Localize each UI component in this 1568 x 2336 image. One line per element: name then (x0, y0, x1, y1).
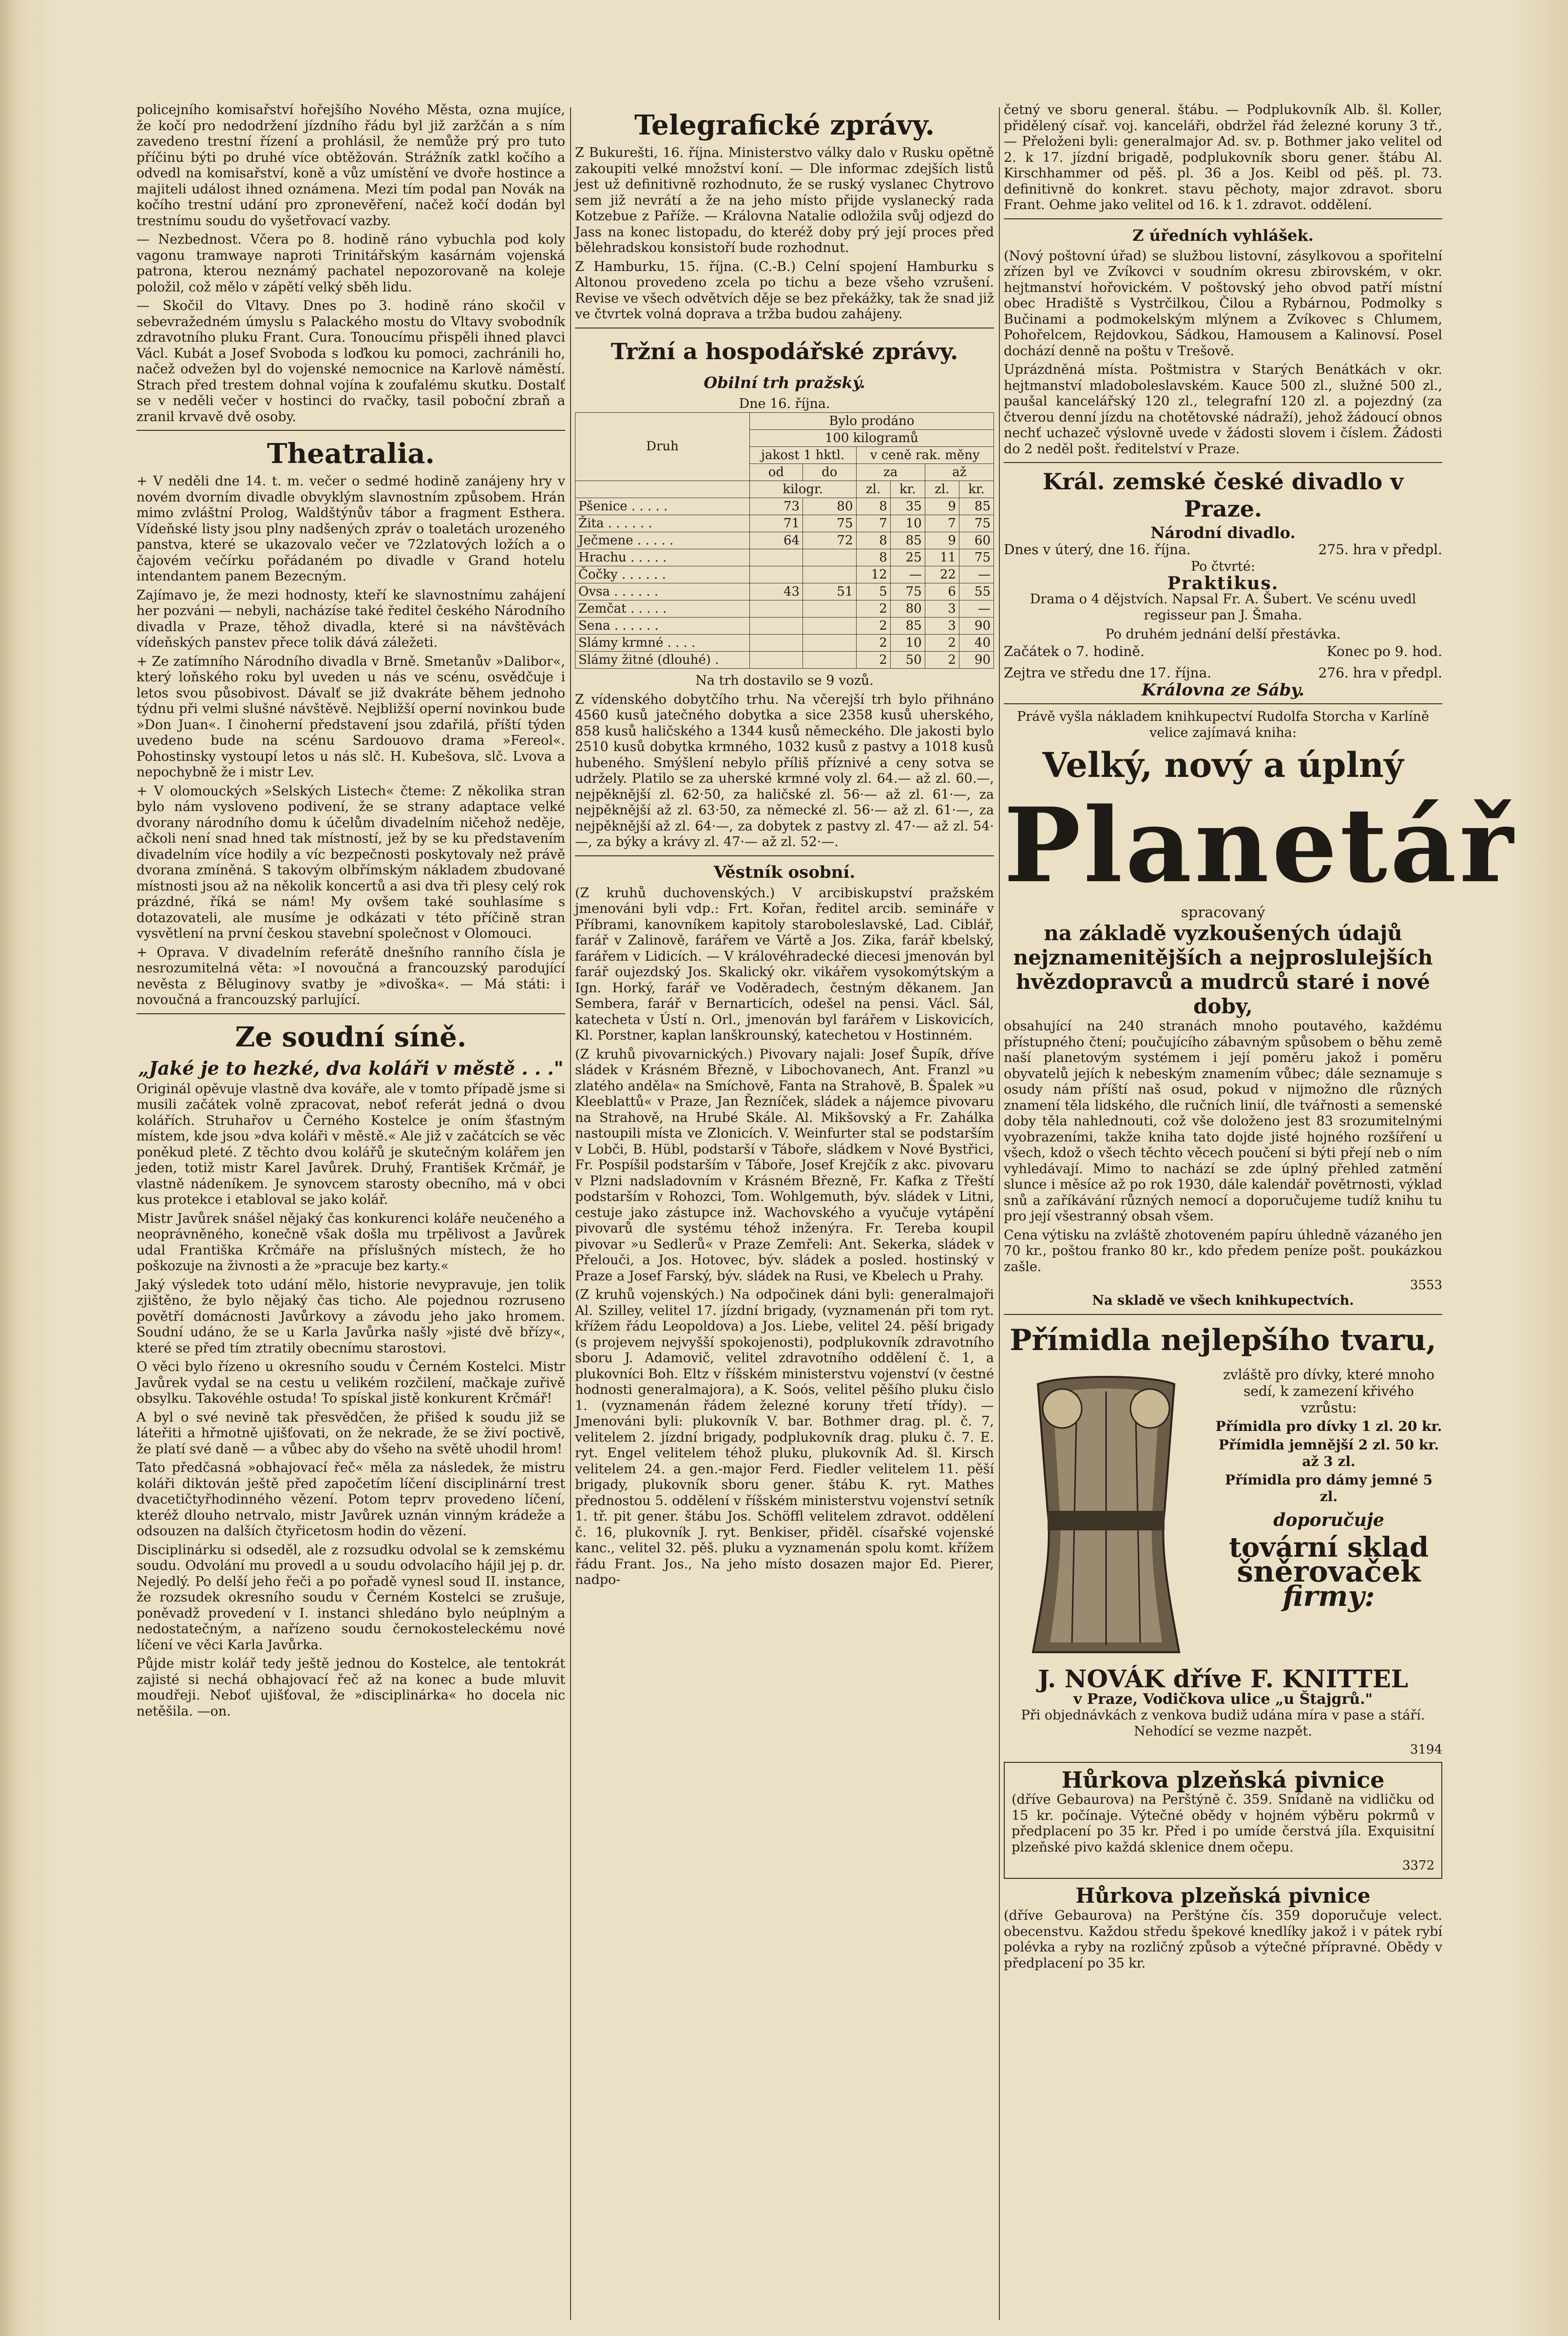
theatre-subheading: Národní divadlo. (1150, 523, 1296, 542)
table-head-kilogr: kilogr. (749, 481, 856, 498)
vestnik-paragraph: četný ve sboru general. štábu. — Podplukovník Alb. šl. Koller, přidělený císař. voj. kanceláři, obdržel řád železné koruny 3 tř., — Přeloženi byli: generalmajor Ad. sv. p. Bothmer jako velitel od 2. k 17. jízdní brigadě, podplukovník sboru gener. štábu Al. Kirschhammer od pěš. pl. 36 a Jos. Keibl od pěš. pl. 73. definitivně do konkret. stavu pěchoty, major zdravot. sboru Frant. Oehme jako velitel od 16. k 1. zdravot. oddělení. (1004, 102, 1442, 212)
table-cell-zl1: 8 (856, 498, 890, 515)
table-cell-kr1: 85 (890, 617, 925, 634)
table-cell-do: 80 (803, 498, 856, 515)
table-cell-zl1: 2 (856, 617, 890, 634)
divider (136, 1013, 565, 1014)
theatre-desc: Po druhém jednání delší přestávka. (1105, 627, 1341, 642)
court-paragraph: Originál opěvuje vlastně dva kováře, ale v tomto případě jsme si musili začátek volně zpracovat, neboť referát jedná o dvou kolářích. Struhařov u Černého Kostelce je oním šťastným místem, kde jsou »dva koláři v městě.« Ale již v začátcích se věc poněkud pleté. Z těchto dvou kolářů je skutečným kolářem jen jeden, totiž mistr Karel Javůrek. Druhý, František Krčmář, je vlastně nádeníkem. Je synovcem starosty obecního, má v obci kus protekce i etabloval se jako kolář. (136, 1081, 565, 1207)
ad-sklad-line: tovární sklad (1228, 1531, 1429, 1564)
ad-sklad: Na skladě ve všech knihkupectvích. (1092, 1293, 1354, 1308)
table-cell-kr1: — (890, 566, 925, 583)
column-rule (570, 107, 571, 2320)
court-heading: Ze soudní síně. (235, 1021, 467, 1053)
table-cell-od: 43 (749, 583, 803, 600)
court-paragraph: Jaký výsledek toto udání mělo, historie nevypravuje, jen tolik zjištěno, že bylo nějaký čas ticho. Ale pojednou rozruseno povětří domácnosti Javůrkovy a závodu jeho jako hromem. Soudní udáno, že se u Karla Javůrka našly »jisté dvě břízy«, které se před tím ztratily obecnímu starostovi. (136, 1277, 565, 1356)
table-head-kr: kr. (890, 481, 925, 498)
theatralia-paragraph: + V neděli dne 14. t. m. večer o sedmé hodině zanájeny hry v novém dvorním divadle obvyklým slavnostním způsobem. Hrán mimo zvláštní Prolog, Waldštýnův tábor a fragment Esthera. Vídeňské listy jsou plny nadšených zpráv o toaletách urozeného panstva, které se ukazovalo večer ve 72zlatových ložích a o čajovém večírku pořádaném po divadle v Grand hotelu intendantem panem Bezecným. (136, 474, 565, 584)
ad-sklad-line: šněrovaček (1237, 1555, 1421, 1589)
table-cell-kr1: 10 (890, 634, 925, 651)
theatre-date: Dnes v úterý, dne 16. října. (1004, 541, 1191, 558)
table-cell-name: Pšenice . . . . . (575, 498, 750, 515)
table-head-kr: kr. (959, 481, 994, 498)
theatre-heading: Král. zemské české divadlo v Praze. (1042, 468, 1404, 522)
table-head-blank (575, 481, 750, 498)
theatre-play-title: Královna ze Sáby. (1141, 680, 1305, 700)
table-cell-zl2: 3 (925, 600, 959, 617)
table-cell-name: Slámy žitné (dlouhé) . (575, 651, 750, 668)
theatre-play-title: Praktikus. (1167, 573, 1279, 594)
table-head-druh: Druh (575, 412, 750, 481)
column-rule (999, 107, 1000, 2320)
theatralia-paragraph: + Oprava. V divadelním referátě dnešního ranního čísla je nesrozumitelná věta: »I novoučná a francouzský parodující nevěsta z Běluginovy svatby je »divoška«. — Má státi: i novoučná a francouzský parlující. (136, 945, 565, 1007)
theatralia-paragraph: + Ze zatímního Národního divadla v Brně. Smetanův »Dalibor«, který loňského roku byl uveden u nás ve scénu, osvědčuje i letos svou působivost. Dávalť se již dvakráte během jednoho týdnu při velmi slušné návštěvě. Nejbližší operní novinkou bude »Don Juan«. I činoherní představení jsou zdařilá, příští týden uvedeno bude na scénu Sardouovo drama »Fereol«. Pohostinsky vystoupí letos u nás slč. H. Kubešova, slč. Lvova a nepochybně že i mistr Lev. (136, 654, 565, 780)
divider (1004, 1314, 1442, 1315)
table-cell-name: Zemčat . . . . . (575, 600, 750, 617)
urad-section (1004, 249, 1442, 458)
ad-doporucuje: doporučuje (1273, 1510, 1384, 1530)
table-cell-zl1: 12 (856, 566, 890, 583)
theatre-desc: Drama o 4 dějstvích. Napsal Fr. A. Šubert. Ve scénu uvedl regisseur pan J. Šmaha. (1030, 592, 1416, 623)
vestnik-section (575, 886, 994, 1588)
table-cell-zl1: 2 (856, 600, 890, 617)
table-cell-zl2: 7 (925, 515, 959, 532)
table-cell-zl1: 5 (856, 583, 890, 600)
telegraph-section (575, 145, 994, 323)
table-cell-kr1: 50 (890, 651, 925, 668)
theatre-subscription: 276. hra v předpl. (1318, 665, 1442, 681)
table-cell-kr1: 10 (890, 515, 925, 532)
table-cell-name: Čočky . . . . . . (575, 566, 750, 583)
ad-number: 3194 (1410, 1742, 1442, 1757)
table-cell-do (803, 566, 856, 583)
news-paragraph: — Skočil do Vltavy. Dnes po 3. hodině ráno skočil v sebevražedném úmyslu s Palackého mostu do Vltavy svobodník zdravotního pluku Frant. Cura. Tonoucímu přispěli ihned plavci Václ. Kubát a Josef Svoboda s loďkou ku pomoci, zachránili ho, načež odvežen byl do vojenské nemocnice na Karlově náměstí. Strach před trestem dohnal vojína k zoufalému skutku. Dostalť se v neděli večer v hostinci do rvačky, tasil poboční zbraň a zranil krvavě dvě osoby. (136, 298, 565, 425)
ad-pivnice-title: Hůrkova plzeňská pivnice (1075, 1884, 1371, 1908)
ad-address: v Praze, Vodičkova ulice „u Štajgrů." (1073, 1691, 1373, 1708)
table-row (575, 515, 994, 532)
theatre-row (1004, 541, 1442, 559)
table-cell-od (749, 651, 803, 668)
table-head-jakost: jakost 1 hktl. (749, 446, 856, 463)
table-cell-name: Hrachu . . . . . (575, 549, 750, 566)
ad-novak: J. NOVÁK dříve F. KNITTEL (1038, 1664, 1408, 1693)
table-cell-name: Sena . . . . . . (575, 617, 750, 634)
table-cell-zl2: 11 (925, 549, 959, 566)
ad-corset-line: Přímidla pro dívky 1 zl. 20 kr. (1215, 1418, 1442, 1434)
telegraph-heading: Telegrafické zprávy. (634, 109, 935, 141)
table-cell-zl2: 2 (925, 634, 959, 651)
ad-title-line: Velký, nový a úplný (1042, 745, 1404, 785)
table-row (575, 566, 994, 583)
court-subheading: „Jaké je to hezké, dva koláři v městě . . ." (138, 1057, 564, 1079)
vestnik-paragraph: (Z kruhů duchovenských.) V arcibiskupství pražském jmenováni byli vdp.: Frt. Kořan, ředitel arcib. semináře v Příbrami, kanovníkem kapitoly staroboleslavské, Lad. Ciblář, farář v Zalinově, farářem ve Vártě a Jos. Zika, farář kbelský, farářem v Lidicích. — V královéhradecké diecesi jmenován byl farář oujezdský Jos. Skalický okr. vikářem vysokomýtským a Ign. Horký, farář ve Voděradech, čestným děkanem. Jan Sembera, farář v Bernarticích, odešel na pensi. Václ. Sál, katecheta v Ústí n. Orl., jmenován byl farářem v Liskovicích, Kl. Porstner, kaplan lanškrounský, katechetou v Hostinném. (575, 885, 994, 1043)
column-middle (575, 102, 994, 1591)
ad-corsets (1004, 1320, 1442, 1757)
table-cell-do (803, 600, 856, 617)
ad-pivnice-text: (dříve Gebaurova) na Perštýne čís. 359 doporučuje velect. obecenstvu. Každou středu špekové knedlíky jakož i v pátek rybí polévka a ryby na rozličný způsob a výtečné přípravné. Obědy v předplacení po 35 kr. (1004, 1908, 1442, 1971)
divider (1004, 462, 1442, 463)
divider (575, 855, 994, 856)
table-cell-zl1: 7 (856, 515, 890, 532)
cattle-market (575, 692, 994, 850)
theatre-subscription: 275. hra v předpl. (1318, 541, 1442, 558)
ad-pivnice-2 (1004, 1884, 1442, 1971)
court-paragraph: A byl o své nevině tak přesvědčen, že přišed k soudu již se láteřiti a hřmotně ujišťovati, on že nekrade, že se živí poctivě, že platí své daně — a vůbec aby do všeho na světě uhodil hrom! (136, 1409, 565, 1457)
table-head-zl: zl. (856, 481, 890, 498)
divider (136, 430, 565, 431)
table-cell-kr2: 85 (959, 498, 994, 515)
column-left (136, 102, 565, 1722)
table-cell-kr2: — (959, 566, 994, 583)
ad-corset-line: Přímidla jemnější 2 zl. 50 kr. až 3 zl. (1218, 1437, 1439, 1469)
table-cell-kr1: 80 (890, 600, 925, 617)
table-cell-do: 72 (803, 532, 856, 549)
urad-heading: Z úředních vyhlášek. (1132, 226, 1314, 245)
table-cell-zl2: 22 (925, 566, 959, 583)
ad-intro: Právě vyšla nákladem knihkupectví Rudolfa Storcha v Karlíně velice zajímavá kniha: (1017, 709, 1429, 740)
table-cell-kr1: 35 (890, 498, 925, 515)
theatralia-paragraph: Zajímavo je, že mezi hodnosty, kteří ke slavnostnímu zahájení her pozváni — nebyli, nacházíse také ředitel českého Národního divadla v Praze, těhož divadla, které si na návštěvách vídeňských panstev přece tolik dává záležeti. (136, 587, 565, 650)
table-cell-kr2: 75 (959, 515, 994, 532)
table-cell-name: Slámy krmné . . . . (575, 634, 750, 651)
theatralia-heading: Theatralia. (267, 438, 435, 470)
table-cell-kr1: 75 (890, 583, 925, 600)
table-cell-kr2: 40 (959, 634, 994, 651)
table-row (575, 498, 994, 515)
table-row (575, 600, 994, 617)
local-news (136, 102, 565, 425)
news-paragraph: policejního komisařství hořejšího Nového Města, ozna mujíce, že kočí pro nedodržení jízdního řádu byl již zaržčán a s ním zavedeno trestní řízení a prohlásil, že nemůže prý pro tuto příčinu býti po druhé více obtěžován. Strážník zatkl kočího a odvedl na komisařství, koně a vůz umístění ve dvoře hostince a majiteli událost ihned oznámena. Mezi tím podal pan Novák na kočího trestní udání pro zpronevěření, načež kočí dodán byl trestnímu soudu do vyšetřovací vazby. (136, 102, 565, 229)
ad-price: Cena výtisku na zvláště zhotoveném papíru úhledně vázaného jen 70 kr., poštou franko 80 kr., kdo předem peníze pošt. poukázkou zašle. (1004, 1227, 1443, 1274)
ad-pivnice-title: Hůrkova plzeňská pivnice (1061, 1767, 1385, 1793)
ad-pivnice-text: (dříve Gebaurova) na Perštýně č. 359. Snídaně na vidličku od 15 kr. počínaje. Výtečné obědy v hojném výběru pokrmů v předplacení po 35 kr. Před i po umíde čerstvá jíla. Exquisitní plzeňské pivo každá sklenice dnem očepu. (1012, 1792, 1434, 1855)
table-cell-od: 71 (749, 515, 803, 532)
court-section (136, 1081, 565, 1720)
table-cell-od (749, 566, 803, 583)
table-head-zl: zl. (925, 481, 959, 498)
table-head-cene: v ceně rak. měny (856, 446, 994, 463)
court-paragraph: Mistr Javůrek snášel nějaký čas konkurenci koláře neučeného a neoprávněného, konečně však došla mu trpělivost a Javůrek udal Františka Krčmáře na příslušných místech, že ho poškozuje na živnosti a že »pracuje bez karty.« (136, 1211, 565, 1274)
theatre-program (1004, 468, 1442, 698)
ad-body: obsahující na 240 stranách mnoho poutavého, každému přístupného čtení; poučujícího zábavným spůsobem o běhu země naší planetovým systémem i její poměru jakož i poměru obyvatelů jejích k nebeským znamením vůbec; dále seznamuje s osudy nám příští naš osud, pokud v nijmožno dle různých znamení těla lidského, dle ručních linií, dle tvářnosti a semenské doby těla nahlednouti, což vše doloženo jest 83 srozumitelnými vyobrazeními, takže kniha tato dojde jisté hojného rozšíření u všech, kdož o všech těchto věcech poučení si býti přejí neb o ním vyhledávají. Mimo to nachází se zde úplný přehled zatmění slunce i měsíce až po rok 1930, dále kalendář povětrnosti, výklad snů a zaříkávání různých nemocí a doporučujeme tudíž knihu tu pro její všestranný obsah všem. (1004, 1019, 1442, 1224)
ad-corset-line: zvláště pro dívky, které mnoho sedí, k zamezení křivého vzrůstu: (1223, 1367, 1434, 1416)
ad-planetar-title: Planetář (1004, 785, 1516, 906)
table-cell-do: 51 (803, 583, 856, 600)
table-head-za: za (856, 463, 925, 481)
telegraph-paragraph: Z Bukurešti, 16. října. Ministerstvo války dalo v Rusku opětně zakoupiti velké množství koní. — Dle informac zdejších listů jest už definitivně rozhodnuto, že se ruský vyslanec Chytrovo sem již nevrátí a že na jeho místo přijde vyslanecký rada Kotzebue z Paříže. — Královna Natalie odložila svůj odjezd do Jass na konec listopadu, do kteréž doby prý její proces před bělehradskou konsistoří bude rozhodnut. (575, 145, 994, 255)
theatralia-paragraph: + V olomouckých »Selských Listech« čteme: Z několika stran bylo nám vysloveno podivení, že se strany adaptace velké dvorany národního domu k účelům divadelním ničehož neděje, ačkoli není snad hned tak místností, jež by se ku představením divadelním více hodily a víc bezpečnosti poskytovaly než právě dvorana zmíněná. S takovým olbřímským nákladem zbudované místnosti jsou až na několik koncertů a asi dva tři plesy celý rok prázdné, říká se nám! My ovšem také souhlasíme s dotazovateli, ale musíme je odkázati v této příčině stran vysvětlení na první českou stavební společnost v Olomouci. (136, 783, 565, 941)
table-head-az: až (925, 463, 994, 481)
market-note: Na trh dostavilo se 9 vozů. (695, 673, 874, 688)
theatre-row (1004, 664, 1442, 682)
table-cell-zl2: 6 (925, 583, 959, 600)
table-cell-od: 73 (749, 498, 803, 515)
table-cell-zl2: 2 (925, 651, 959, 668)
table-cell-zl2: 9 (925, 498, 959, 515)
vestnik-paragraph: (Z kruhů pivovarnických.) Pivovary najali: Josef Šupík, dříve sládek v Krásném Březně, v Libochovanech, Ant. Franzl »u zlatého anděla« na Smíchově, Fanta na Strahově, B. Špalek »u Kleeblattů« v Praze, Jan Řezníček, sládek a nájemce pivovaru na Strahově, na Hrubé Skále. Al. Mikšovský a Fr. Zahálka nastoupili místa ve Zlonicích. V. Weinfurter stal se podstarším v Lobči, B. Hübl, podstarší v Táboře, sládkem v Nové Bystřici, Fr. Pospíšil podstarším v Táboře, Josef Krejčík z akc. pivovaru v Plzni nadsladovním v Krásném Březně, Fr. Kafka z Třeští podstarším v Rohozci, Tom. Wohlgemuth, býv. sládek v Litni, cestuje jako zástupce inž. Wachovského a vyučuje vytápění pivovarů dle systému téhož inženýra. Fr. Tereba koupil pivovar »u Sedlerů« v Praze Zemřeli: Ant. Sekerka, sládek v Přelouči, a Jos. Hotovec, býv. sládek a posled. hostinský v Praze a Josef Farský, býv. sládek na Rusi, ve Kbelech u Prahy. (575, 1046, 994, 1284)
ad-corset-line: Přímidla pro dámy jemné 5 zl. (1225, 1472, 1433, 1505)
ad-note: Při objednávkách z venkova budiž udána míra v pase a stáří. Nehodící se vezme nazpět. (1021, 1708, 1425, 1739)
vestnik-continued (1004, 102, 1442, 213)
table-row (575, 651, 994, 668)
table-cell-od (749, 600, 803, 617)
table-cell-zl2: 3 (925, 617, 959, 634)
theatre-start: Začátek o 7. hodině. (1004, 643, 1145, 659)
table-cell-do (803, 549, 856, 566)
ad-corset-text (1215, 1365, 1442, 1667)
table-cell-zl2: 9 (925, 532, 959, 549)
ad-firmy: firmy: (1282, 1580, 1375, 1613)
theatre-date: Zejtra ve středu dne 17. října. (1004, 665, 1212, 681)
theatre-end: Konec po 9. hod. (1326, 643, 1442, 659)
table-cell-kr1: 85 (890, 532, 925, 549)
table-cell-do: 75 (803, 515, 856, 532)
table-row (575, 583, 994, 600)
telegraph-paragraph: Z Hamburku, 15. října. (C.-B.) Celní spojení Hamburku s Altonou provedeno zcela po tichu a beze všeho vzrušení. Revise ve všech odvětvích děje se bez překážky, tak že snad již ve čtvrtek volná doprava a tržba budou zahájeny. (575, 259, 994, 322)
table-cell-zl1: 8 (856, 532, 890, 549)
market-heading: Tržní a hospodářské zprávy. (611, 338, 958, 365)
table-cell-kr2: 90 (959, 651, 994, 668)
table-head-bylo: Bylo prodáno (749, 412, 994, 429)
ad-number: 3553 (1410, 1278, 1442, 1293)
vestnik-heading: Věstník osobní. (713, 862, 856, 882)
vestnik-paragraph: (Z kruhů vojenských.) Na odpočinek dáni byli: generalmajoři Al. Szilley, velitel 17. jízdní brigady, (vyznamenán při tom ryt. křížem řádu Leopoldova) a Jos. Liebe, velitel 24. pěší brigady (s projevem nejvyšší spokojenosti), podplukovník zdravotního sboru J. Adamovič, velitel zdravotního oddělení č. 1, a plukovníci Boh. Eltz v říšském ministerstvu vojenství (v čestné hodnosti generalmajora), a K. Soós, velitel pěšího pluku čislo 1. (vyznamenán řádem železné koruny třetí třídy). — Jmenováni byli: plukovník V. bar. Bothmer drag. pl. č. 7, velitelem 2. jízdní brigady, podplukovník drag. pluku č. 7. E. ryt. Engel velitelem téhož pluku, plukovník Ad. šl. Kirsch velitelem 24. a gen.-major Ferd. Fiedler velitelem 11. pěší brigady, plukovník sboru gener. štábu K. ryt. Mathes přednostou 5. oddělení v říšském ministerstvu vojenství setník 1. tř. pit gener. štábu Jos. Schöffl velitelem zdravot. oddělení č. 16, plukovník J. ryt. Benkiser, přiděl. císařské vojenské kanc., velitel 32. pěš. pluku a vyznamenán spolu komt. křížem řádu Frant. Jos., Na jeho místo dosazen major Ed. Pierer, nadpo- (575, 1287, 994, 1587)
theatre-row (1004, 643, 1442, 660)
table-cell-name: Ječmene . . . . . (575, 532, 750, 549)
table-cell-do (803, 634, 856, 651)
table-cell-od (749, 549, 803, 566)
table-cell-kr2: 90 (959, 617, 994, 634)
table-cell-zl1: 2 (856, 634, 890, 651)
table-cell-kr2: — (959, 600, 994, 617)
table-cell-do (803, 617, 856, 634)
table-cell-name: Žita . . . . . . (575, 515, 750, 532)
court-paragraph: Půjde mistr kolář tedy ještě jednou do Kostelce, ale tentokrát zajisté si nechá obhajovací řeč až na konec a bude mluvit moudřeji. Neboť ujišťoval, že »disciplinárka« ho docela nic netěšila. —on. (136, 1656, 565, 1719)
table-cell-kr2: 60 (959, 532, 994, 549)
table-cell-od: 64 (749, 532, 803, 549)
corset-illustration-icon (1004, 1365, 1208, 1667)
table-cell-zl1: 2 (856, 651, 890, 668)
theatre-ctvrte: Po čtvrté: (1191, 559, 1255, 574)
divider (1004, 703, 1442, 704)
column-right (1004, 102, 1516, 1974)
news-paragraph: — Nezbednost. Včera po 8. hodině ráno vybuchla pod koly vagonu tramwaye naproti Trinitářským kasárnám vojenská patrona, kterou neznámý pachatel nepozorovaně na koleje položil, což mělo v zápětí velký sběh lidu. (136, 232, 565, 295)
ad-corset-title: Přímidla nejlepšího tvaru, (1010, 1323, 1436, 1357)
grain-price-table (575, 412, 994, 669)
table-head-do: do (803, 463, 856, 481)
table-cell-zl1: 8 (856, 549, 890, 566)
ad-planetar (1004, 709, 1516, 1309)
theatralia-section (136, 474, 565, 1008)
table-cell-name: Ovsa . . . . . . (575, 583, 750, 600)
table-cell-kr2: 75 (959, 549, 994, 566)
table-row (575, 532, 994, 549)
table-cell-od (749, 634, 803, 651)
ad-spracovany: spracovaný (1181, 904, 1265, 921)
table-row (575, 549, 994, 566)
court-paragraph: O věci bylo řízeno u okresního soudu v Černém Kostelci. Mistr Javůrek vydal se na cestu u velikém rozčilení, mačkaje zuřivě obsylku. Takovéhle ostuda! To spískal jistě konkurent Krčmář! (136, 1359, 565, 1406)
ad-number: 3372 (1402, 1858, 1434, 1873)
court-paragraph: Tato předčasná »obhajovací řeč« měla za následek, že mistru koláři diktován ještě před započetím líčení disciplinární trest dvacetičtyřhodinného vězení. Potom teprv provedeno líčení, kteréž dlouho netrvalo, mistr Javůrek uznán vinným krádeže a odsouzen na dalších čtyřicetosm hodin do vězení. (136, 1460, 565, 1539)
market-paragraph: Z vídenského dobytčího trhu. Na včerejší trh bylo přihnáno 4560 kusů jatečného dobytka a sice 2358 kusů uherského, 858 kusů haličského a 1344 kusů německého. Dle jakosti bylo 2510 kusů dobytka krmného, 1032 kusů z pastvy a 1018 kusů hubeného. Smýšlení nebylo příliš příznivé a ceny sotva se udržely. Platilo se za uherské krmné voly zl. 64.— až zl. 60.—, nejpěknější zl. 62·50, za haličské zl. 56·— až zl. 61·—, za nejpěknější až zl. 63·50, za německé zl. 56·— až zl. 61·—, za nejpěknější až zl. 64·—, za dobytek z pastvy zl. 47·— až zl. 54·—, za býky a krávy zl. 47·— až zl. 52·—. (575, 692, 994, 849)
court-paragraph: Disciplinárku si odseděl, ale z rozsudku odvolal se k zemskému soudu. Odvolání mu provedl a u soudu odvolacího hájil jej p. dr. Nejedlý. Po delší jeho řeči a po pořadě vynesl soud II. instance, že rozsudek okresního soudu v Černém Kostelci se zrušuje, poněvadž provedení v I. instanci shledáno bylo neúplným a nedostatečným, a nařízeno soudu černokosteleckému nové líčení ve věci Karla Javůrka. (136, 1542, 565, 1653)
table-head-od: od (749, 463, 803, 481)
table-cell-do (803, 651, 856, 668)
table-head-100kg: 100 kilogramů (749, 429, 994, 446)
divider (1004, 218, 1442, 219)
ad-corset-body (1004, 1365, 1442, 1667)
urad-paragraph: (Nový poštovní úřad) se službou listovní, zásylkovou a spořitelní zřízen byl ve Zvíkovci v soudním okresu zbirovském, v okr. hejtmanství hořovickém. V poštovský jeho obvod patří místní obec Hradiště s Vystrčilkou, Čilou a Rybárnou, Podmolky s Bučinami a podmokelským mlýnem a Zvíkovec s Chlumem, Pohořelcem, Rejdovkou, Sádkou, Hamousem a Kalinovsí. Posel dochází denně na poštu v Trešově. (1004, 248, 1442, 359)
table-row (575, 617, 994, 634)
market-date: Dne 16. října. (739, 396, 830, 411)
table-cell-od (749, 617, 803, 634)
ad-subtitle: na základě vyzkoušených údajů nejznamenitějších a nejproslulejších hvězdopravců a mudrců staré i nové doby, (1013, 921, 1433, 1018)
table-cell-kr2: 55 (959, 583, 994, 600)
market-subheading: Obilní trh pražský. (704, 373, 865, 392)
table-cell-kr1: 25 (890, 549, 925, 566)
ad-pivnice-1 (1004, 1762, 1442, 1879)
table-row (575, 634, 994, 651)
urad-paragraph: Uprázdněná místa. Poštmistra v Starých Benátkách v okr. hejtmanství mladoboleslavském. Kauce 500 zl., služné 500 zl., paušal kancelářský 120 zl., telegrafní 120 zl. a pojezdný (za čtverou denní jízdu na chotětovské nádraží), jehož žádoucí obnos nechť uchazeč výslovně uvede v žádosti slovem i číslem. Žádosti do 2 neděl pošt. ředitelství v Praze. (1004, 362, 1442, 457)
